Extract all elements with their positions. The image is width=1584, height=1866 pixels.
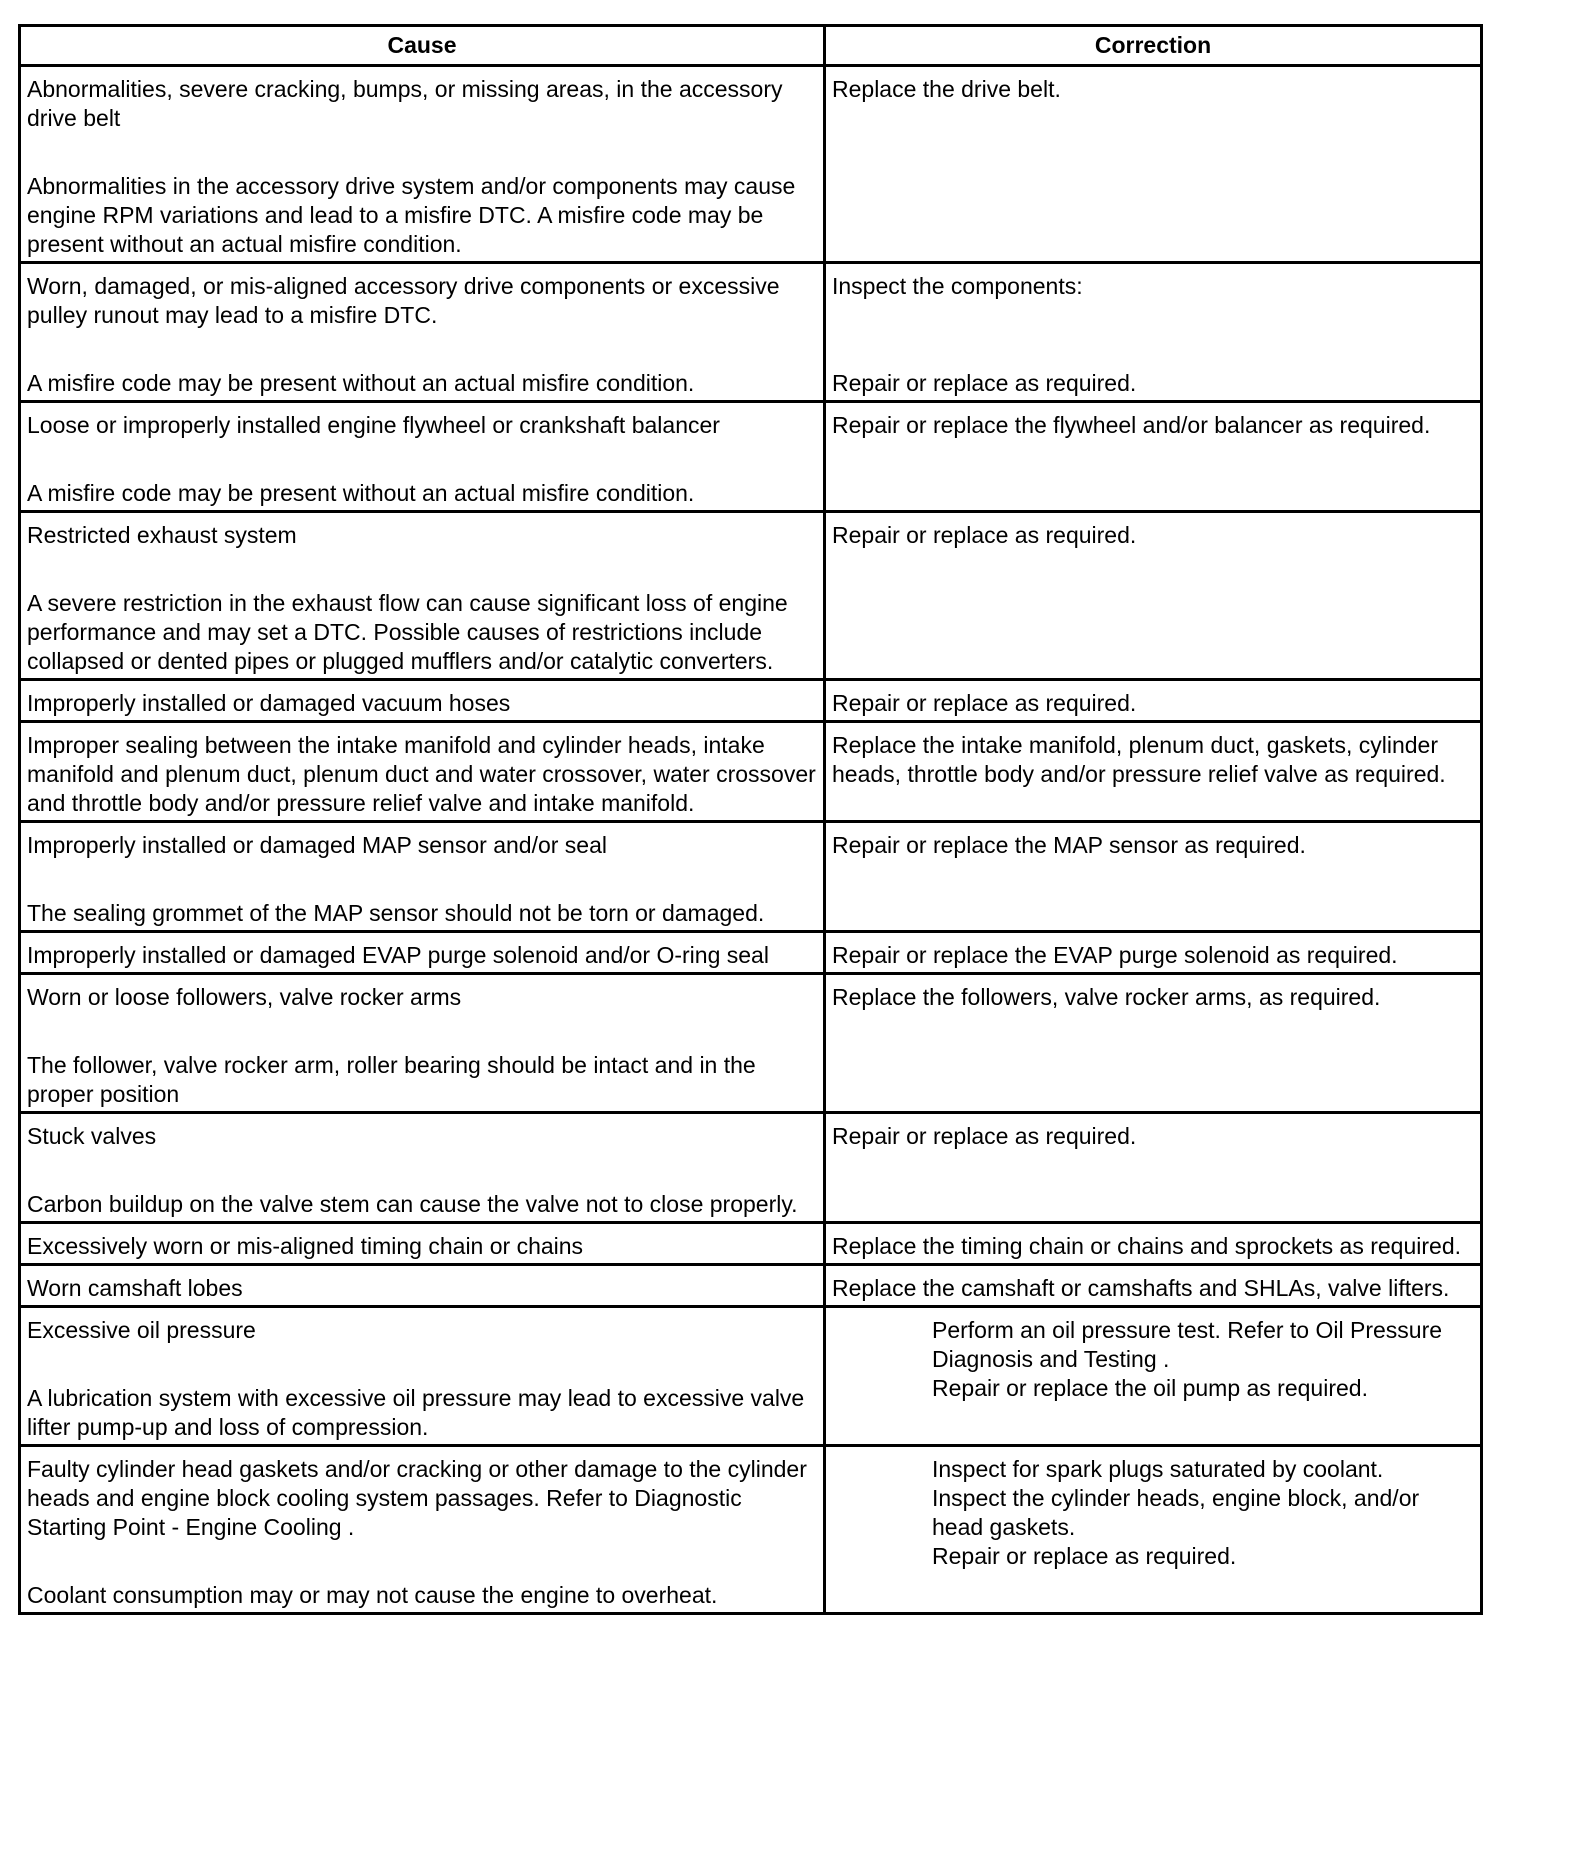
cause-title: Worn or loose followers, valve rocker arms (27, 984, 462, 1010)
table-row (20, 512, 1482, 680)
cause-cell (20, 1307, 825, 1446)
table-row (20, 974, 1482, 1113)
table-row (20, 822, 1482, 932)
cause-detail: Abnormalities in the accessory drive system and/or components may cause engine RPM variations and lead to a misfire DTC. A misfire code may be present without an actual misfire condition. (27, 173, 796, 257)
correction-text: Replace the timing chain or chains and sprockets as required. (832, 1233, 1462, 1259)
cause-detail: Coolant consumption may or may not cause the engine to overheat. (27, 1582, 718, 1608)
correction-cell (825, 680, 1482, 722)
table-row (20, 402, 1482, 512)
cause-title: Worn, damaged, or mis-aligned accessory drive components or excessive pulley runout may lead to a misfire DTC. (27, 273, 780, 328)
correction-text: Repair or replace as required. (832, 370, 1137, 396)
table-row (20, 263, 1482, 402)
correction-cell (825, 512, 1482, 680)
table-row (20, 680, 1482, 722)
table-row (20, 1446, 1482, 1614)
cause-title: Stuck valves (27, 1123, 157, 1149)
cause-cell (20, 1446, 825, 1614)
table-header-row (20, 26, 1482, 66)
correction-cell (825, 974, 1482, 1113)
cause-title: Improper sealing between the intake manifold and cylinder heads, intake manifold and plenum duct, plenum duct and water crossover, water crossover and throttle body and/or pressure relief valve and intake manifold. (27, 732, 816, 816)
cause-cell (20, 512, 825, 680)
diagnostic-table (18, 24, 1483, 1615)
cause-cell (20, 680, 825, 722)
cause-cell (20, 722, 825, 822)
cause-cell (20, 263, 825, 402)
cause-title: Improperly installed or damaged MAP sensor and/or seal (27, 832, 607, 858)
correction-text: Repair or replace the flywheel and/or balancer as required. (832, 412, 1431, 438)
correction-text: Replace the intake manifold, plenum duct, gaskets, cylinder heads, throttle body and/or pressure relief valve as required. (832, 732, 1446, 787)
cause-title: Improperly installed or damaged EVAP purge solenoid and/or O-ring seal (27, 942, 769, 968)
correction-cell (825, 1307, 1482, 1446)
correction-cell (825, 722, 1482, 822)
correction-text: Repair or replace as required. (832, 690, 1137, 716)
correction-cell (825, 1223, 1482, 1265)
cause-cell (20, 402, 825, 512)
cause-cell (20, 932, 825, 974)
table-row (20, 1307, 1482, 1446)
correction-cell (825, 932, 1482, 974)
cause-cell (20, 66, 825, 263)
cause-title: Abnormalities, severe cracking, bumps, or missing areas, in the accessory drive belt (27, 76, 783, 131)
cause-cell (20, 1113, 825, 1223)
cause-detail: A lubrication system with excessive oil pressure may lead to excessive valve lifter pump-up and loss of compression. (27, 1385, 805, 1440)
table-row (20, 1113, 1482, 1223)
table-row (20, 722, 1482, 822)
cause-detail: A misfire code may be present without an actual misfire condition. (27, 370, 695, 396)
correction-cell (825, 402, 1482, 512)
correction-text: Replace the followers, valve rocker arms, as required. (832, 984, 1381, 1010)
correction-text: Repair or replace as required. (832, 522, 1137, 548)
correction-text: Repair or replace the EVAP purge solenoid as required. (832, 942, 1398, 968)
correction-text: Replace the camshaft or camshafts and SHLAs, valve lifters. (832, 1275, 1450, 1301)
correction-step: Inspect for spark plugs saturated by coolant. (932, 1456, 1384, 1482)
header-correction: Correction (825, 26, 1482, 66)
cause-title: Improperly installed or damaged vacuum hoses (27, 690, 511, 716)
cause-cell (20, 822, 825, 932)
correction-step: Inspect the cylinder heads, engine block, and/or head gaskets. (932, 1485, 1420, 1540)
table-row (20, 66, 1482, 263)
header-cause: Cause (20, 26, 825, 66)
correction-text: Repair or replace as required. (832, 1123, 1137, 1149)
correction-step: Perform an oil pressure test. Refer to Oil Pressure Diagnosis and Testing . (932, 1317, 1443, 1372)
cause-detail: A severe restriction in the exhaust flow can cause significant loss of engine performance and may set a DTC. Possible causes of restrictions include collapsed or dented pipes or plugged mufflers and/or catalytic converters. (27, 590, 788, 674)
correction-text: Replace the drive belt. (832, 76, 1061, 102)
correction-cell (825, 1265, 1482, 1307)
correction-cell (825, 822, 1482, 932)
correction-cell (825, 66, 1482, 263)
table-row (20, 1265, 1482, 1307)
cause-cell (20, 1265, 825, 1307)
cause-title: Worn camshaft lobes (27, 1275, 243, 1301)
cause-detail: The sealing grommet of the MAP sensor should not be torn or damaged. (27, 900, 765, 926)
correction-cell (825, 263, 1482, 402)
correction-cell (825, 1446, 1482, 1614)
cause-title: Loose or improperly installed engine flywheel or crankshaft balancer (27, 412, 720, 438)
cause-detail: Carbon buildup on the valve stem can cause the valve not to close properly. (27, 1191, 798, 1217)
cause-detail: The follower, valve rocker arm, roller bearing should be intact and in the proper position (27, 1052, 756, 1107)
correction-text: Inspect the components: (832, 273, 1083, 299)
cause-cell (20, 974, 825, 1113)
correction-cell (825, 1113, 1482, 1223)
cause-title: Faulty cylinder head gaskets and/or cracking or other damage to the cylinder heads and engine block cooling system passages. Refer to Diagnostic Starting Point - Engine Cooling . (27, 1456, 807, 1540)
table-row (20, 1223, 1482, 1265)
correction-step: Repair or replace the oil pump as required. (932, 1375, 1368, 1401)
cause-title: Restricted exhaust system (27, 522, 297, 548)
table-row (20, 932, 1482, 974)
cause-cell (20, 1223, 825, 1265)
cause-title: Excessive oil pressure (27, 1317, 256, 1343)
correction-text: Repair or replace the MAP sensor as required. (832, 832, 1306, 858)
correction-step: Repair or replace as required. (932, 1543, 1237, 1569)
cause-detail: A misfire code may be present without an actual misfire condition. (27, 480, 695, 506)
cause-title: Excessively worn or mis-aligned timing chain or chains (27, 1233, 584, 1259)
